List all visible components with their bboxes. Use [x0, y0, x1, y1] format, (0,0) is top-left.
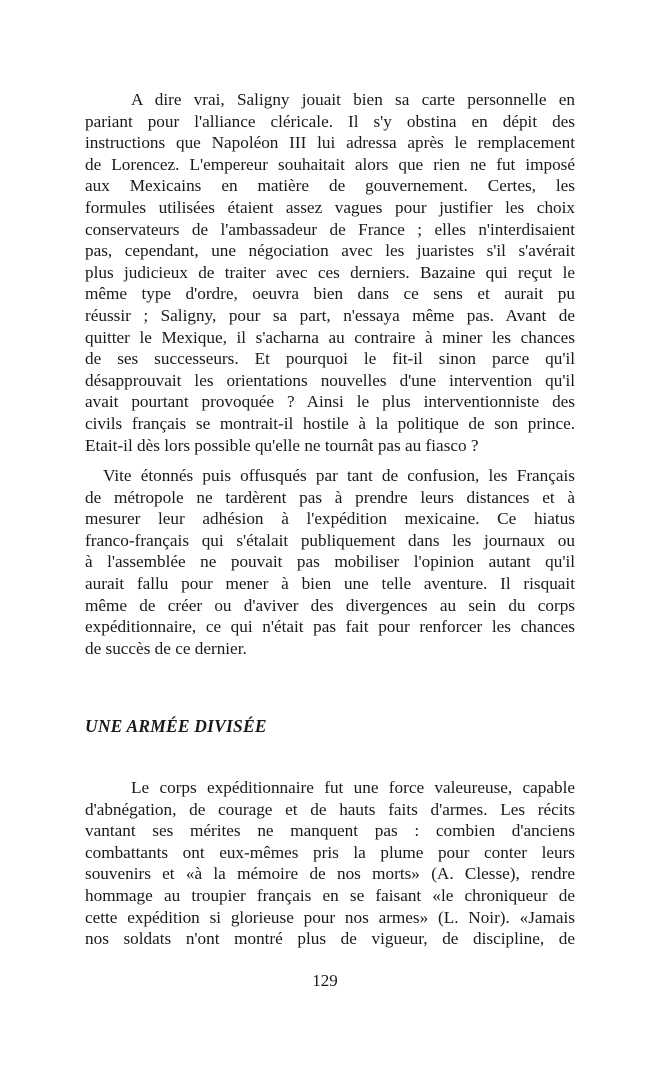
- text-line: instructions que Napoléon III lui adressa après le remplacement: [85, 133, 575, 153]
- text-line: Etait-il dès lors possible qu'elle ne tournât pas au fiasco ?: [85, 435, 479, 455]
- text-line: même de créer ou d'aviver des divergences au sein du corps: [85, 595, 575, 615]
- text-line: d'abnégation, de courage et de hauts faits d'armes. Les récits: [85, 799, 575, 819]
- text-line: combattants ont eux-mêmes pris la plume pour conter leurs: [85, 842, 575, 862]
- text-line: vantant ses mérites ne manquent pas : combien d'anciens: [85, 821, 575, 841]
- text-line: de ses successeurs. Et pourquoi le fit-il sinon parce qu'il: [85, 349, 575, 369]
- text-line: Le corps expéditionnaire fut une force valeureuse, capable: [131, 778, 575, 797]
- text-line: souvenirs et «à la mémoire de nos morts» (A. Clesse), rendre: [85, 864, 575, 884]
- text-line: cette expédition si glorieuse pour nos armes» (L. Noir). «Jamais: [85, 907, 575, 927]
- text-line: expéditionnaire, ce qui n'était pas fait pour renforcer les chances: [85, 617, 575, 637]
- text-line: franco-français qui s'étalait publiquement dans les journaux ou: [85, 530, 575, 550]
- text-line: quitter le Mexique, il s'acharna au contraire à miner les chances: [85, 327, 575, 347]
- text-line: A dire vrai, Saligny jouait bien sa carte personnelle en: [131, 90, 575, 109]
- text-line: pas, cependant, une négociation avec les juaristes s'il s'avérait: [85, 241, 575, 261]
- text-line: à l'assemblée ne pouvait pas mobiliser l'opinion autant qu'il: [85, 552, 575, 572]
- text-line: aux Mexicains en matière de gouvernement. Certes, les: [85, 176, 575, 196]
- page-number: 129: [312, 971, 338, 990]
- paragraph-1: [85, 89, 575, 456]
- text-line: de métropole ne tardèrent pas à prendre leurs distances et à: [85, 487, 575, 507]
- text-line: aurait fallu pour mener à bien une telle aventure. Il risquait: [85, 573, 575, 593]
- text-line: plus judicieux de traiter avec ces derniers. Bazaine qui reçut le: [85, 262, 575, 282]
- text-line: nos soldats n'ont montré plus de vigueur, de discipline, de: [85, 929, 575, 949]
- text-line: réussir ; Saligny, pour sa part, n'essaya même pas. Avant de: [85, 305, 575, 325]
- text-line: hommage au troupier français en se faisant «le chroniqueur de: [85, 885, 575, 905]
- text-line: conservateurs de l'ambassadeur de France ; elles n'interdisaient: [85, 219, 575, 239]
- text-line: mesurer leur adhésion à l'expédition mexicaine. Ce hiatus: [85, 509, 575, 529]
- text-line: désapprouvait les orientations nouvelles d'une intervention qu'il: [85, 370, 575, 390]
- paragraph-2: [85, 465, 575, 659]
- section-heading: UNE ARMÉE DIVISÉE: [85, 716, 267, 736]
- text-line: avait pourtant provoquée ? Ainsi le plus interventionniste des: [85, 392, 575, 412]
- text-line: même type d'ordre, oeuvra bien dans ce sens et aurait pu: [85, 284, 575, 304]
- text-line: de Lorencez. L'empereur souhaitait alors que rien ne fut imposé: [85, 154, 575, 174]
- text-line: Vite étonnés puis offusqués par tant de confusion, les Français: [103, 466, 575, 485]
- paragraph-3: [85, 777, 575, 950]
- text-line: formules utilisées étaient assez vagues pour justifier les choix: [85, 197, 575, 217]
- text-line: pariant pour l'alliance cléricale. Il s'y obstina en dépit des: [85, 111, 575, 131]
- text-line: civils français se montrait-il hostile à la politique de son prince.: [85, 413, 575, 433]
- text-line: de succès de ce dernier.: [85, 638, 247, 658]
